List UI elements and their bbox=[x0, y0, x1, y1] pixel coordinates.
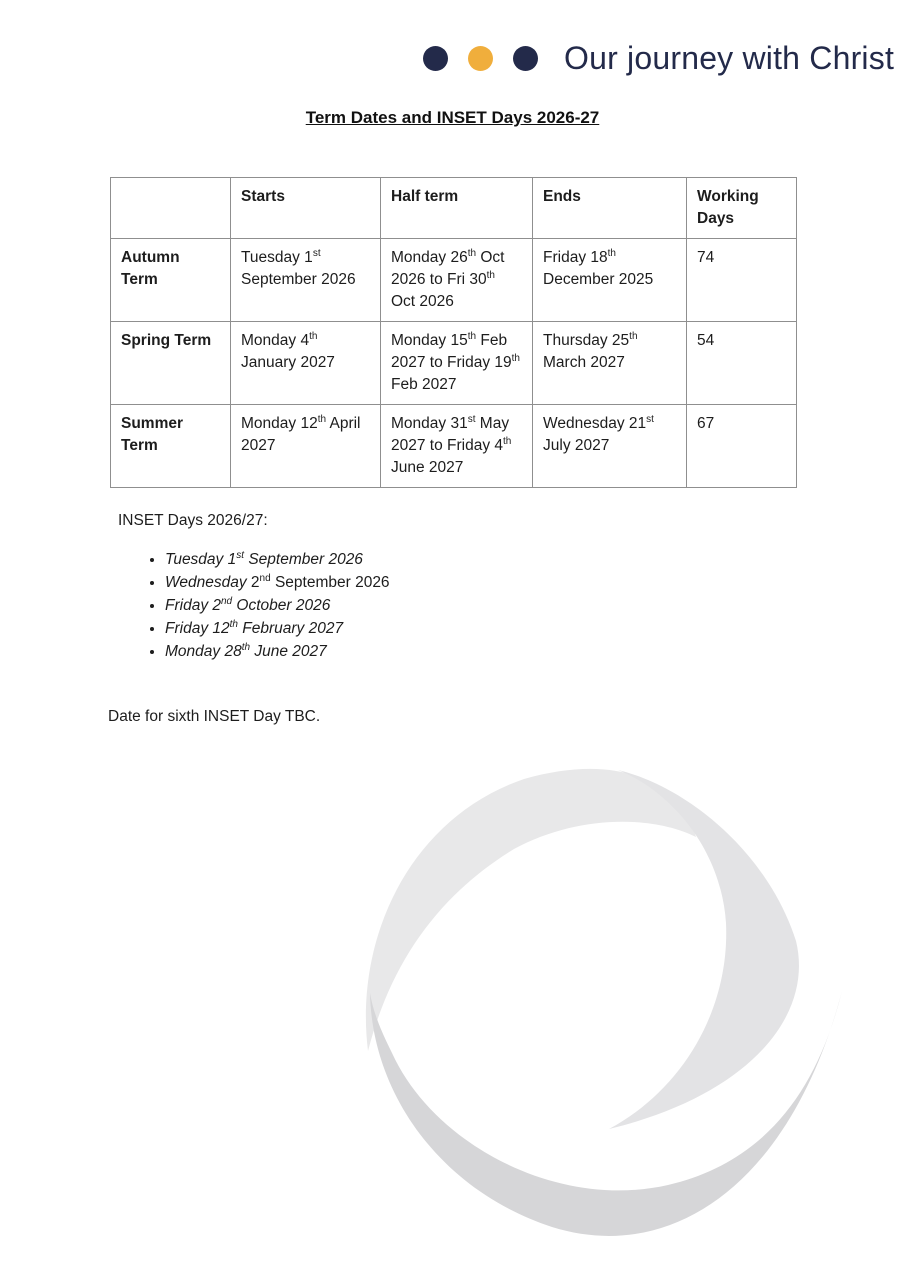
starts-cell: Monday 4th January 2027 bbox=[231, 322, 381, 405]
working-days-cell: 54 bbox=[687, 322, 797, 405]
page-title: Term Dates and INSET Days 2026-27 bbox=[305, 108, 600, 127]
ends-cell: Thursday 25th March 2027 bbox=[533, 322, 687, 405]
brand-text: Our journey with Christ bbox=[564, 40, 895, 76]
list-item: • Friday 12th February 2027 bbox=[165, 617, 390, 640]
table-header-row bbox=[111, 178, 797, 239]
list-item: • Tuesday 1st September 2026 bbox=[165, 548, 390, 571]
starts-cell: Monday 12th April 2027 bbox=[231, 405, 381, 488]
half-term-cell: Monday 31st May 2027 to Friday 4th June 2027 bbox=[381, 405, 533, 488]
column-header-blank bbox=[111, 178, 231, 239]
half-term-cell: Monday 26th Oct 2026 to Fri 30th Oct 2026 bbox=[381, 239, 533, 322]
half-term-cell: Monday 15th Feb 2027 to Friday 19th Feb 2027 bbox=[381, 322, 533, 405]
column-header-ends: Ends bbox=[533, 178, 687, 239]
header-logo bbox=[423, 40, 894, 77]
term-name-cell: Summer Term bbox=[111, 405, 231, 488]
working-days-cell: 67 bbox=[687, 405, 797, 488]
footnote: Date for sixth INSET Day TBC. bbox=[108, 708, 321, 725]
column-header-starts: Starts bbox=[231, 178, 381, 239]
inset-days-list bbox=[110, 548, 390, 663]
list-item: • Wednesday 2nd September 2026 bbox=[165, 571, 390, 594]
list-item: • Monday 28th June 2027 bbox=[165, 640, 390, 663]
ends-cell: Friday 18th December 2025 bbox=[533, 239, 687, 322]
term-dates-table bbox=[110, 177, 797, 488]
column-header-working-days: Working Days bbox=[687, 178, 797, 239]
logo-dot-navy-2-icon bbox=[513, 46, 538, 71]
inset-days-section bbox=[110, 510, 390, 663]
list-item: • Friday 2nd October 2026 bbox=[165, 594, 390, 617]
term-name-cell: Spring Term bbox=[111, 322, 231, 405]
ends-cell: Wednesday 21st July 2027 bbox=[533, 405, 687, 488]
logo-dot-navy-1-icon bbox=[423, 46, 448, 71]
logo-dot-gold-icon bbox=[468, 46, 493, 71]
table-row-summer-term bbox=[111, 405, 797, 488]
inset-days-heading: INSET Days 2026/27: bbox=[118, 512, 268, 529]
working-days-cell: 74 bbox=[687, 239, 797, 322]
table-row-autumn-term bbox=[111, 239, 797, 322]
term-name-cell: Autumn Term bbox=[111, 239, 231, 322]
swirl-sphere-logo-icon bbox=[352, 763, 902, 1263]
table-row-spring-term bbox=[111, 322, 797, 405]
starts-cell: Tuesday 1st September 2026 bbox=[231, 239, 381, 322]
column-header-half-term: Half term bbox=[381, 178, 533, 239]
